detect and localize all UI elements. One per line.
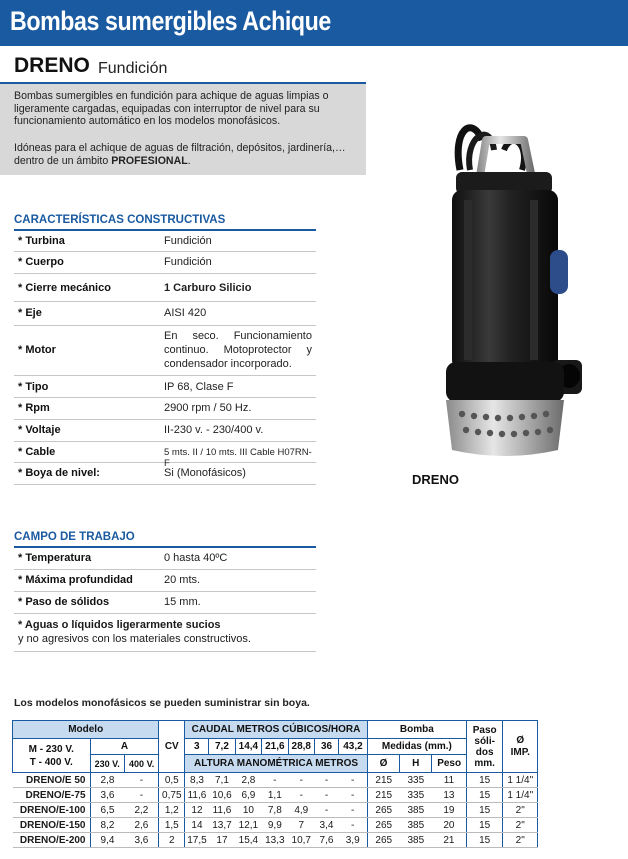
row-label: * Eje xyxy=(18,307,42,319)
flow-3: 21,6 xyxy=(262,739,288,755)
construction-row xyxy=(14,442,316,469)
col-altura: ALTURA MANOMÉTRICA METROS xyxy=(185,755,368,773)
cell-head: - xyxy=(288,788,314,803)
cell-head: - xyxy=(339,818,368,833)
col-imp xyxy=(503,721,538,773)
cell-head: 12 xyxy=(185,803,209,818)
cell-head: - xyxy=(339,803,368,818)
intro-paragraph-1: Bombas sumergibles en fundición para achique de aguas limpias o ligeramente cargadas, equipadas con interruptor de nivel para su funcionamiento automático en los modelos monofásicos. xyxy=(14,90,329,128)
construction-row xyxy=(14,420,316,442)
cell-head: - xyxy=(339,788,368,803)
row-label: * Paso de sólidos xyxy=(18,596,110,608)
cell-model: DRENO/E-75 xyxy=(13,788,91,803)
cell-head: 7,1 xyxy=(209,773,235,788)
table-row xyxy=(13,788,538,803)
footnote: Los modelos monofásicos se pueden suministrar sin boya. xyxy=(14,697,310,709)
cell-peso: 20 xyxy=(432,818,466,833)
cell-head: 7 xyxy=(288,818,314,833)
note-text: y no agresivos con los materiales constructivos. xyxy=(18,633,251,645)
cell-head: - xyxy=(262,773,288,788)
col-a: A xyxy=(90,739,159,755)
cell-head: 10,7 xyxy=(288,833,314,848)
cell-a230: 9,4 xyxy=(90,833,124,848)
cell-cv: 0,75 xyxy=(159,788,185,803)
cell-diam: 265 xyxy=(367,833,399,848)
cell-model: DRENO/E 50 xyxy=(13,773,91,788)
col-imp-1: Ø xyxy=(516,734,525,746)
row-value: En seco. Funcionamiento continuo. Motoprotector y condensador incorporado. xyxy=(164,330,312,370)
header-bar xyxy=(0,0,628,46)
col-m230: M - 230 V. xyxy=(28,743,74,755)
cell-model: DRENO/E-150 xyxy=(13,818,91,833)
cell-model: DRENO/E-200 xyxy=(13,833,91,848)
cell-imp: 1 1/4" xyxy=(503,788,538,803)
submersible-pump-icon xyxy=(412,110,582,462)
cell-paso: 15 xyxy=(466,788,503,803)
work-field-row xyxy=(14,570,316,592)
cell-head: - xyxy=(314,788,338,803)
table-row xyxy=(13,773,538,788)
row-value: IP 68, Clase F xyxy=(164,381,234,393)
cell-h: 335 xyxy=(400,773,432,788)
cell-head: 14 xyxy=(185,818,209,833)
cell-head: - xyxy=(339,773,368,788)
cell-diam: 265 xyxy=(367,803,399,818)
cell-paso: 15 xyxy=(466,833,503,848)
spec-table xyxy=(12,720,538,848)
cell-head: 9,9 xyxy=(262,818,288,833)
construction-row xyxy=(14,463,316,485)
cell-peso: 21 xyxy=(432,833,466,848)
row-label: * Rpm xyxy=(18,402,50,414)
col-cv: CV xyxy=(159,721,185,773)
row-label: * Cable xyxy=(18,446,56,458)
cell-head: 11,6 xyxy=(185,788,209,803)
cell-head: 15,4 xyxy=(235,833,261,848)
work-field-note xyxy=(14,618,316,652)
table-row xyxy=(13,833,538,848)
cell-imp: 2" xyxy=(503,818,538,833)
cell-a230: 2,8 xyxy=(90,773,124,788)
cell-h: 335 xyxy=(400,788,432,803)
cell-head: 2,8 xyxy=(235,773,261,788)
col-t400: T - 400 V. xyxy=(29,756,73,768)
cell-h: 385 xyxy=(400,803,432,818)
row-value: II-230 v. - 230/400 v. xyxy=(164,424,264,436)
col-paso-4: mm. xyxy=(474,757,495,769)
model-material: Fundición xyxy=(98,60,168,77)
intro-paragraph-2 xyxy=(14,142,360,167)
row-label: * Boya de nivel: xyxy=(18,467,100,479)
cell-imp: 1 1/4" xyxy=(503,773,538,788)
flow-2: 14,4 xyxy=(235,739,261,755)
col-voltage xyxy=(13,739,91,773)
col-caudal: CAUDAL METROS CÚBICOS/HORA xyxy=(185,721,368,739)
construction-row xyxy=(14,252,316,274)
cell-a230: 8,2 xyxy=(90,818,124,833)
flow-1: 7,2 xyxy=(209,739,235,755)
cell-head: 17 xyxy=(209,833,235,848)
cell-head: 7,6 xyxy=(314,833,338,848)
cell-head: 13,3 xyxy=(262,833,288,848)
cell-paso: 15 xyxy=(466,818,503,833)
cell-cv: 1,2 xyxy=(159,803,185,818)
row-value: 2900 rpm / 50 Hz. xyxy=(164,402,252,414)
cell-head: 10,6 xyxy=(209,788,235,803)
row-label: * Cierre mecánico xyxy=(18,282,111,294)
work-field-row xyxy=(14,592,316,614)
cell-h: 385 xyxy=(400,818,432,833)
cell-cv: 1,5 xyxy=(159,818,185,833)
cell-peso: 13 xyxy=(432,788,466,803)
cell-imp: 2" xyxy=(503,803,538,818)
cell-model: DRENO/E-100 xyxy=(13,803,91,818)
col-diam: Ø xyxy=(367,755,399,773)
table-row xyxy=(13,818,538,833)
col-peso: Peso xyxy=(432,755,466,773)
col-a230: 230 V. xyxy=(90,755,124,773)
page-title: Bombas sumergibles Achique xyxy=(10,6,331,36)
cell-a400: - xyxy=(124,773,158,788)
cell-cv: 2 xyxy=(159,833,185,848)
row-value: 0 hasta 40ºC xyxy=(164,552,228,564)
pump-caption: DRENO xyxy=(412,472,459,487)
intro-p2-end: . xyxy=(187,154,191,167)
row-value: 15 mm. xyxy=(164,596,201,608)
col-h: H xyxy=(400,755,432,773)
row-value: Fundición xyxy=(164,256,212,268)
model-heading xyxy=(0,50,366,84)
row-value: 5 mts. II / 10 mts. III Cable H07RN-F xyxy=(164,447,312,469)
col-a400: 400 V. xyxy=(124,755,158,773)
col-paso xyxy=(466,721,503,773)
cell-peso: 11 xyxy=(432,773,466,788)
cell-head: 4,9 xyxy=(288,803,314,818)
cell-paso: 15 xyxy=(466,803,503,818)
cell-head: 17,5 xyxy=(185,833,209,848)
cell-head: 8,3 xyxy=(185,773,209,788)
col-imp-2: IMP. xyxy=(510,746,530,758)
row-label: * Máxima profundidad xyxy=(18,574,133,586)
construction-row xyxy=(14,398,316,420)
cell-head: 11,6 xyxy=(209,803,235,818)
work-field-title: CAMPO DE TRABAJO xyxy=(14,531,135,543)
row-value: Si (Monofásicos) xyxy=(164,467,246,479)
table-row xyxy=(13,803,538,818)
row-label: * Tipo xyxy=(18,381,49,393)
cell-head: 3,9 xyxy=(339,833,368,848)
note-bold: * Aguas o líquidos ligerarmente sucios xyxy=(18,619,221,631)
cell-a400: 2,6 xyxy=(124,818,158,833)
construction-row xyxy=(14,231,316,252)
construction-row xyxy=(14,326,316,376)
cell-head: 13,7 xyxy=(209,818,235,833)
cell-imp: 2" xyxy=(503,833,538,848)
col-paso-3: dos xyxy=(475,746,494,758)
construction-row xyxy=(14,376,316,398)
cell-head: 10 xyxy=(235,803,261,818)
flow-4: 28,8 xyxy=(288,739,314,755)
row-value: 1 Carburo Silicio xyxy=(164,282,252,294)
cell-head: 12,1 xyxy=(235,818,261,833)
cell-head: - xyxy=(314,803,338,818)
col-modelo: Modelo xyxy=(13,721,159,739)
cell-head: 6,9 xyxy=(235,788,261,803)
cell-a230: 6,5 xyxy=(90,803,124,818)
row-label: * Turbina xyxy=(18,235,65,247)
work-field-row xyxy=(14,548,316,570)
cell-paso: 15 xyxy=(466,773,503,788)
cell-head: - xyxy=(314,773,338,788)
cell-head: 1,1 xyxy=(262,788,288,803)
row-label: * Motor xyxy=(18,344,56,356)
intro-p2-text: Idóneas para el achique de aguas de filtración, depósitos, jardinería,… dentro de un ámbito xyxy=(14,142,346,167)
construction-title: CARACTERÍSTICAS CONSTRUCTIVAS xyxy=(14,214,226,226)
cell-head: 3,4 xyxy=(314,818,338,833)
cell-head: - xyxy=(288,773,314,788)
col-paso-2: sóli- xyxy=(474,735,495,747)
cell-cv: 0,5 xyxy=(159,773,185,788)
cell-peso: 19 xyxy=(432,803,466,818)
intro-p2-bold: PROFESIONAL xyxy=(111,154,188,167)
flow-6: 43,2 xyxy=(339,739,368,755)
row-label: * Cuerpo xyxy=(18,256,64,268)
construction-row xyxy=(14,302,316,326)
row-label: * Temperatura xyxy=(18,552,92,564)
row-value: AISI 420 xyxy=(164,307,207,319)
cell-a400: 3,6 xyxy=(124,833,158,848)
construction-row xyxy=(14,274,316,302)
col-bomba: Bomba xyxy=(367,721,466,739)
col-medidas: Medidas (mm.) xyxy=(367,739,466,755)
flow-5: 36 xyxy=(314,739,338,755)
cell-a400: 2,2 xyxy=(124,803,158,818)
cell-h: 385 xyxy=(400,833,432,848)
row-value: 20 mts. xyxy=(164,574,201,586)
cell-diam: 215 xyxy=(367,773,399,788)
cell-a230: 3,6 xyxy=(90,788,124,803)
flow-0: 3 xyxy=(185,739,209,755)
row-value: Fundición xyxy=(164,235,212,247)
model-name: DRENO xyxy=(14,54,90,77)
cell-diam: 215 xyxy=(367,788,399,803)
cell-diam: 265 xyxy=(367,818,399,833)
col-paso-1: Paso xyxy=(472,724,497,736)
cell-a400: - xyxy=(124,788,158,803)
row-label: * Voltaje xyxy=(18,424,61,436)
cell-head: 7,8 xyxy=(262,803,288,818)
